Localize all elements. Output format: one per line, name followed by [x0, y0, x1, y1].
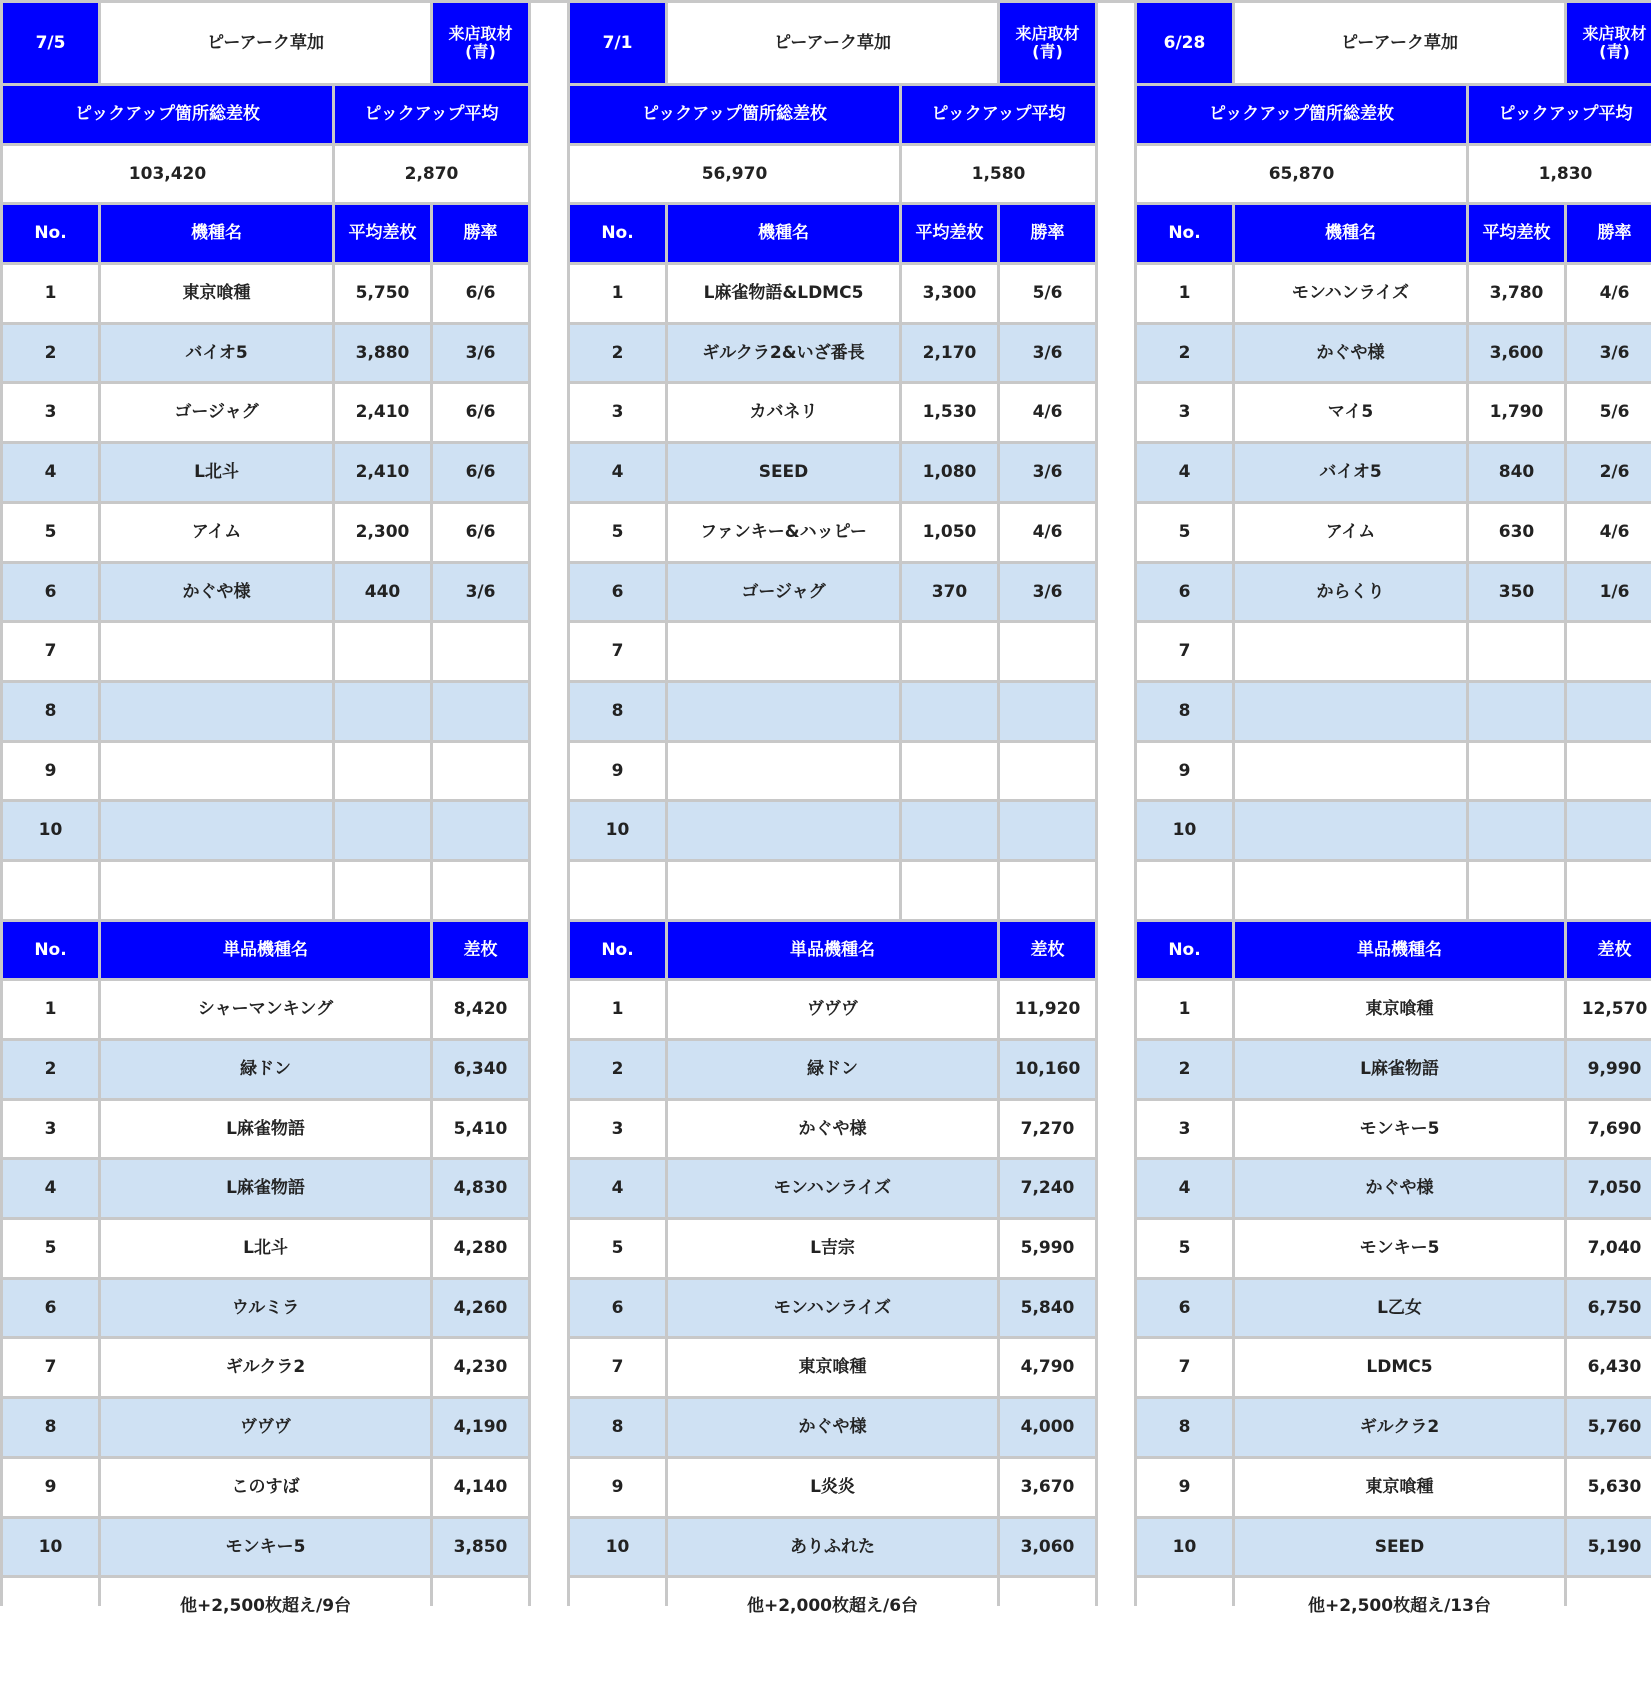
- no-header: No.: [1137, 205, 1232, 262]
- machine-row-rate: [1567, 683, 1651, 740]
- machine-row-rate: 3/6: [1000, 564, 1095, 621]
- machine-row-rate: 4/6: [1567, 504, 1651, 561]
- machine-row-no: 2: [1137, 325, 1232, 382]
- machine-row-avg: [902, 743, 997, 800]
- single-row-diff: 6,750: [1567, 1280, 1651, 1337]
- no-header: No.: [1137, 922, 1232, 979]
- machine-row-avg: [335, 623, 430, 680]
- single-row-diff: 7,270: [1000, 1101, 1095, 1158]
- single-row-diff: 4,790: [1000, 1339, 1095, 1396]
- machine-row-rate: [1000, 743, 1095, 800]
- single-row-no: 8: [1137, 1399, 1232, 1456]
- single-row-no: 6: [3, 1280, 98, 1337]
- pickup-total-header: ピックアップ箇所総差枚: [1137, 86, 1466, 143]
- machine-row-rate: [433, 623, 528, 680]
- machine-row-avg: [1469, 743, 1564, 800]
- machine-row-no: 9: [3, 743, 98, 800]
- machine-row-rate: [1000, 802, 1095, 859]
- machine-row-no: 7: [3, 623, 98, 680]
- empty-cell: [101, 862, 332, 919]
- single-row-diff: 5,760: [1567, 1399, 1651, 1456]
- pickup-total-value: 103,420: [3, 146, 332, 203]
- single-row-name: L北斗: [101, 1220, 430, 1277]
- machine-row-no: 10: [1137, 802, 1232, 859]
- single-machine-header: 単品機種名: [668, 922, 997, 979]
- single-row-no: 4: [3, 1160, 98, 1217]
- machine-row-no: 5: [1137, 504, 1232, 561]
- machine-row-avg: [1469, 623, 1564, 680]
- machine-row-name: マイ5: [1235, 384, 1466, 441]
- single-row-no: 8: [570, 1399, 665, 1456]
- single-row-no: 10: [1137, 1519, 1232, 1576]
- machine-row-avg: [1469, 802, 1564, 859]
- machine-row-rate: [433, 802, 528, 859]
- pickup-avg-header: ピックアップ平均: [335, 86, 528, 143]
- machine-row-no: 1: [570, 265, 665, 322]
- machine-row-no: 3: [1137, 384, 1232, 441]
- single-row-no: 5: [570, 1220, 665, 1277]
- empty-cell: [1235, 862, 1466, 919]
- single-row-diff: 5,990: [1000, 1220, 1095, 1277]
- machine-row-no: 8: [3, 683, 98, 740]
- machine-row-no: 2: [570, 325, 665, 382]
- single-row-name: L麻雀物語: [101, 1101, 430, 1158]
- single-row-name: 東京喰種: [668, 1339, 997, 1396]
- machine-row-rate: 6/6: [433, 265, 528, 322]
- single-row-no: 3: [3, 1101, 98, 1158]
- single-row-diff: 7,050: [1567, 1160, 1651, 1217]
- machine-row-name: [101, 802, 332, 859]
- machine-header: 機種名: [668, 205, 899, 262]
- machine-row-name: [668, 623, 899, 680]
- machine-row-rate: 3/6: [1567, 325, 1651, 382]
- machine-row-no: 10: [3, 802, 98, 859]
- single-row-diff: 9,990: [1567, 1041, 1651, 1098]
- single-row-name: ヴヴヴ: [668, 981, 997, 1038]
- machine-row-name: [1235, 683, 1466, 740]
- footer-note: 他+2,500枚超え/9台: [101, 1578, 430, 1635]
- machine-row-avg: 3,880: [335, 325, 430, 382]
- machine-row-rate: [1567, 743, 1651, 800]
- single-row-no: 4: [1137, 1160, 1232, 1217]
- pickup-avg-header: ピックアップ平均: [902, 86, 1095, 143]
- pickup-avg-value: 1,580: [902, 146, 1095, 203]
- single-row-diff: 5,630: [1567, 1459, 1651, 1516]
- machine-row-name: からくり: [1235, 564, 1466, 621]
- single-row-diff: 4,280: [433, 1220, 528, 1277]
- machine-row-name: ゴージャグ: [101, 384, 332, 441]
- empty-cell: [433, 1578, 528, 1635]
- machine-row-avg: [335, 683, 430, 740]
- pickup-avg-value: 2,870: [335, 146, 528, 203]
- single-row-name: ありふれた: [668, 1519, 997, 1576]
- win-rate-header: 勝率: [1000, 205, 1095, 262]
- single-row-diff: 4,260: [433, 1280, 528, 1337]
- machine-row-no: 10: [570, 802, 665, 859]
- store-name: ピーアーク草加: [668, 3, 997, 83]
- single-row-no: 1: [3, 981, 98, 1038]
- empty-cell: [3, 862, 98, 919]
- single-row-no: 3: [1137, 1101, 1232, 1158]
- machine-row-no: 3: [3, 384, 98, 441]
- pickup-total-header: ピックアップ箇所総差枚: [570, 86, 899, 143]
- machine-row-rate: 3/6: [1000, 325, 1095, 382]
- machine-row-no: 7: [570, 623, 665, 680]
- pickup-total-value: 65,870: [1137, 146, 1466, 203]
- machine-row-name: [1235, 623, 1466, 680]
- machine-row-no: 6: [3, 564, 98, 621]
- single-row-no: 9: [3, 1459, 98, 1516]
- avg-diff-header: 平均差枚: [902, 205, 997, 262]
- single-row-no: 2: [570, 1041, 665, 1098]
- single-row-name: ウルミラ: [101, 1280, 430, 1337]
- machine-row-name: かぐや様: [1235, 325, 1466, 382]
- single-row-name: L麻雀物語: [101, 1160, 430, 1217]
- single-row-diff: 4,190: [433, 1399, 528, 1456]
- single-row-no: 7: [3, 1339, 98, 1396]
- empty-cell: [570, 1578, 665, 1635]
- machine-row-avg: 3,780: [1469, 265, 1564, 322]
- single-machine-header: 単品機種名: [1235, 922, 1564, 979]
- machine-row-avg: 2,410: [335, 444, 430, 501]
- single-row-name: L乙女: [1235, 1280, 1564, 1337]
- machine-row-name: L麻雀物語&LDMC5: [668, 265, 899, 322]
- machine-row-rate: 6/6: [433, 504, 528, 561]
- pickup-total-value: 56,970: [570, 146, 899, 203]
- coverage-badge: 来店取材 (青): [1000, 3, 1095, 83]
- machine-row-rate: 4/6: [1567, 265, 1651, 322]
- single-row-no: 3: [570, 1101, 665, 1158]
- empty-cell: [1567, 862, 1651, 919]
- single-row-diff: 6,430: [1567, 1339, 1651, 1396]
- machine-row-avg: 5,750: [335, 265, 430, 322]
- no-header: No.: [3, 922, 98, 979]
- machine-row-avg: [335, 802, 430, 859]
- single-row-no: 7: [1137, 1339, 1232, 1396]
- empty-cell: [433, 862, 528, 919]
- machine-row-rate: 3/6: [433, 564, 528, 621]
- empty-cell: [1137, 862, 1232, 919]
- single-row-diff: 12,570: [1567, 981, 1651, 1038]
- single-row-no: 8: [3, 1399, 98, 1456]
- single-row-diff: 3,670: [1000, 1459, 1095, 1516]
- single-row-diff: 10,160: [1000, 1041, 1095, 1098]
- machine-row-avg: [902, 623, 997, 680]
- store-name: ピーアーク草加: [1235, 3, 1564, 83]
- empty-cell: [3, 1578, 98, 1635]
- machine-row-avg: 1,080: [902, 444, 997, 501]
- machine-row-name: [1235, 802, 1466, 859]
- win-rate-header: 勝率: [1567, 205, 1651, 262]
- machine-row-avg: 840: [1469, 444, 1564, 501]
- date-badge: 6/28: [1137, 3, 1232, 83]
- single-row-diff: 7,240: [1000, 1160, 1095, 1217]
- machine-row-no: 4: [570, 444, 665, 501]
- machine-row-no: 7: [1137, 623, 1232, 680]
- single-row-no: 5: [3, 1220, 98, 1277]
- machine-header: 機種名: [101, 205, 332, 262]
- machine-row-no: 8: [1137, 683, 1232, 740]
- single-row-diff: 5,190: [1567, 1519, 1651, 1576]
- machine-row-no: 4: [3, 444, 98, 501]
- store-name: ピーアーク草加: [101, 3, 430, 83]
- single-row-name: かぐや様: [1235, 1160, 1564, 1217]
- single-row-diff: 4,140: [433, 1459, 528, 1516]
- single-row-diff: 4,830: [433, 1160, 528, 1217]
- single-row-no: 6: [1137, 1280, 1232, 1337]
- footer-note: 他+2,000枚超え/6台: [668, 1578, 997, 1635]
- single-row-no: 6: [570, 1280, 665, 1337]
- empty-cell: [1567, 1578, 1651, 1635]
- coverage-badge: 来店取材 (青): [1567, 3, 1651, 83]
- single-row-name: モンハンライズ: [668, 1280, 997, 1337]
- machine-row-name: かぐや様: [101, 564, 332, 621]
- single-row-no: 5: [1137, 1220, 1232, 1277]
- machine-row-avg: 1,790: [1469, 384, 1564, 441]
- single-row-name: SEED: [1235, 1519, 1564, 1576]
- single-row-name: 東京喰種: [1235, 1459, 1564, 1516]
- machine-row-no: 6: [570, 564, 665, 621]
- single-row-diff: 4,230: [433, 1339, 528, 1396]
- machine-row-name: ファンキー&ハッピー: [668, 504, 899, 561]
- machine-row-rate: 4/6: [1000, 504, 1095, 561]
- single-row-diff: 11,920: [1000, 981, 1095, 1038]
- single-row-name: ギルクラ2: [1235, 1399, 1564, 1456]
- diff-header: 差枚: [1000, 922, 1095, 979]
- single-row-no: 2: [1137, 1041, 1232, 1098]
- no-header: No.: [570, 922, 665, 979]
- single-row-diff: 3,850: [433, 1519, 528, 1576]
- machine-row-avg: 440: [335, 564, 430, 621]
- single-row-name: このすば: [101, 1459, 430, 1516]
- single-row-no: 10: [570, 1519, 665, 1576]
- machine-row-avg: 370: [902, 564, 997, 621]
- single-row-diff: 5,410: [433, 1101, 528, 1158]
- machine-row-no: 9: [1137, 743, 1232, 800]
- single-row-name: かぐや様: [668, 1399, 997, 1456]
- single-row-diff: 4,000: [1000, 1399, 1095, 1456]
- machine-row-no: 8: [570, 683, 665, 740]
- win-rate-header: 勝率: [433, 205, 528, 262]
- single-row-no: 1: [570, 981, 665, 1038]
- machine-row-name: バイオ5: [101, 325, 332, 382]
- avg-diff-header: 平均差枚: [1469, 205, 1564, 262]
- single-row-name: かぐや様: [668, 1101, 997, 1158]
- machine-row-rate: [1000, 683, 1095, 740]
- pickup-avg-header: ピックアップ平均: [1469, 86, 1651, 143]
- empty-cell: [1469, 862, 1564, 919]
- single-row-name: モンキー5: [1235, 1220, 1564, 1277]
- machine-row-avg: [902, 802, 997, 859]
- machine-row-no: 3: [570, 384, 665, 441]
- single-row-diff: 5,840: [1000, 1280, 1095, 1337]
- single-row-name: LDMC5: [1235, 1339, 1564, 1396]
- machine-header: 機種名: [1235, 205, 1466, 262]
- machine-row-rate: 3/6: [1000, 444, 1095, 501]
- empty-cell: [1137, 1578, 1232, 1635]
- single-row-diff: 3,060: [1000, 1519, 1095, 1576]
- empty-cell: [335, 862, 430, 919]
- machine-row-name: アイム: [1235, 504, 1466, 561]
- machine-row-rate: 2/6: [1567, 444, 1651, 501]
- machine-row-no: 9: [570, 743, 665, 800]
- machine-row-avg: [902, 683, 997, 740]
- diff-header: 差枚: [433, 922, 528, 979]
- no-header: No.: [570, 205, 665, 262]
- empty-cell: [570, 862, 665, 919]
- machine-row-no: 1: [3, 265, 98, 322]
- coverage-badge: 来店取材 (青): [433, 3, 528, 83]
- machine-row-avg: 2,410: [335, 384, 430, 441]
- machine-row-name: [101, 623, 332, 680]
- single-row-no: 1: [1137, 981, 1232, 1038]
- block-separator: [531, 3, 567, 1695]
- single-row-diff: 6,340: [433, 1041, 528, 1098]
- diff-header: 差枚: [1567, 922, 1651, 979]
- single-row-diff: 8,420: [433, 981, 528, 1038]
- machine-row-rate: 6/6: [433, 444, 528, 501]
- machine-row-name: カバネリ: [668, 384, 899, 441]
- machine-row-name: L北斗: [101, 444, 332, 501]
- pickup-total-header: ピックアップ箇所総差枚: [3, 86, 332, 143]
- single-row-name: モンキー5: [1235, 1101, 1564, 1158]
- pickup-avg-value: 1,830: [1469, 146, 1651, 203]
- empty-cell: [1000, 1578, 1095, 1635]
- empty-cell: [902, 862, 997, 919]
- single-row-diff: 7,690: [1567, 1101, 1651, 1158]
- block-separator: [1098, 3, 1134, 1695]
- machine-row-avg: [335, 743, 430, 800]
- single-row-no: 4: [570, 1160, 665, 1217]
- single-row-name: L吉宗: [668, 1220, 997, 1277]
- machine-row-rate: 5/6: [1567, 384, 1651, 441]
- avg-diff-header: 平均差枚: [335, 205, 430, 262]
- machine-row-rate: 5/6: [1000, 265, 1095, 322]
- machine-row-name: [1235, 743, 1466, 800]
- machine-row-rate: [1567, 802, 1651, 859]
- machine-row-name: ゴージャグ: [668, 564, 899, 621]
- machine-row-no: 1: [1137, 265, 1232, 322]
- single-row-name: 緑ドン: [101, 1041, 430, 1098]
- single-row-name: シャーマンキング: [101, 981, 430, 1038]
- machine-row-name: バイオ5: [1235, 444, 1466, 501]
- single-row-no: 9: [570, 1459, 665, 1516]
- machine-row-name: ギルクラ2&いざ番長: [668, 325, 899, 382]
- machine-row-avg: 3,600: [1469, 325, 1564, 382]
- machine-row-name: [668, 683, 899, 740]
- single-row-no: 10: [3, 1519, 98, 1576]
- machine-row-name: アイム: [101, 504, 332, 561]
- machine-row-no: 5: [570, 504, 665, 561]
- machine-row-name: [101, 683, 332, 740]
- single-row-no: 9: [1137, 1459, 1232, 1516]
- single-row-name: ギルクラ2: [101, 1339, 430, 1396]
- empty-cell: [1000, 862, 1095, 919]
- machine-row-rate: 6/6: [433, 384, 528, 441]
- machine-row-avg: [1469, 683, 1564, 740]
- machine-row-avg: 1,050: [902, 504, 997, 561]
- machine-row-avg: 1,530: [902, 384, 997, 441]
- machine-row-name: モンハンライズ: [1235, 265, 1466, 322]
- machine-row-avg: 630: [1469, 504, 1564, 561]
- machine-row-rate: [433, 743, 528, 800]
- machine-row-no: 5: [3, 504, 98, 561]
- machine-row-name: [101, 743, 332, 800]
- machine-row-avg: 3,300: [902, 265, 997, 322]
- date-badge: 7/1: [570, 3, 665, 83]
- empty-cell: [668, 862, 899, 919]
- machine-row-name: SEED: [668, 444, 899, 501]
- machine-row-rate: [1567, 623, 1651, 680]
- single-machine-header: 単品機種名: [101, 922, 430, 979]
- single-row-name: 東京喰種: [1235, 981, 1564, 1038]
- machine-row-rate: [1000, 623, 1095, 680]
- single-row-name: モンハンライズ: [668, 1160, 997, 1217]
- machine-row-avg: 2,170: [902, 325, 997, 382]
- single-row-name: L麻雀物語: [1235, 1041, 1564, 1098]
- single-row-name: 緑ドン: [668, 1041, 997, 1098]
- machine-row-no: 2: [3, 325, 98, 382]
- machine-row-rate: [433, 683, 528, 740]
- machine-row-no: 4: [1137, 444, 1232, 501]
- machine-row-name: 東京喰種: [101, 265, 332, 322]
- machine-row-rate: 4/6: [1000, 384, 1095, 441]
- no-header: No.: [3, 205, 98, 262]
- machine-row-name: [668, 743, 899, 800]
- single-row-diff: 7,040: [1567, 1220, 1651, 1277]
- single-row-no: 7: [570, 1339, 665, 1396]
- single-row-name: L炎炎: [668, 1459, 997, 1516]
- single-row-name: モンキー5: [101, 1519, 430, 1576]
- machine-row-rate: 3/6: [433, 325, 528, 382]
- machine-row-avg: 2,300: [335, 504, 430, 561]
- footer-note: 他+2,500枚超え/13台: [1235, 1578, 1564, 1635]
- machine-row-no: 6: [1137, 564, 1232, 621]
- single-row-name: ヴヴヴ: [101, 1399, 430, 1456]
- single-row-no: 2: [3, 1041, 98, 1098]
- date-badge: 7/5: [3, 3, 98, 83]
- machine-row-rate: 1/6: [1567, 564, 1651, 621]
- machine-row-name: [668, 802, 899, 859]
- machine-row-avg: 350: [1469, 564, 1564, 621]
